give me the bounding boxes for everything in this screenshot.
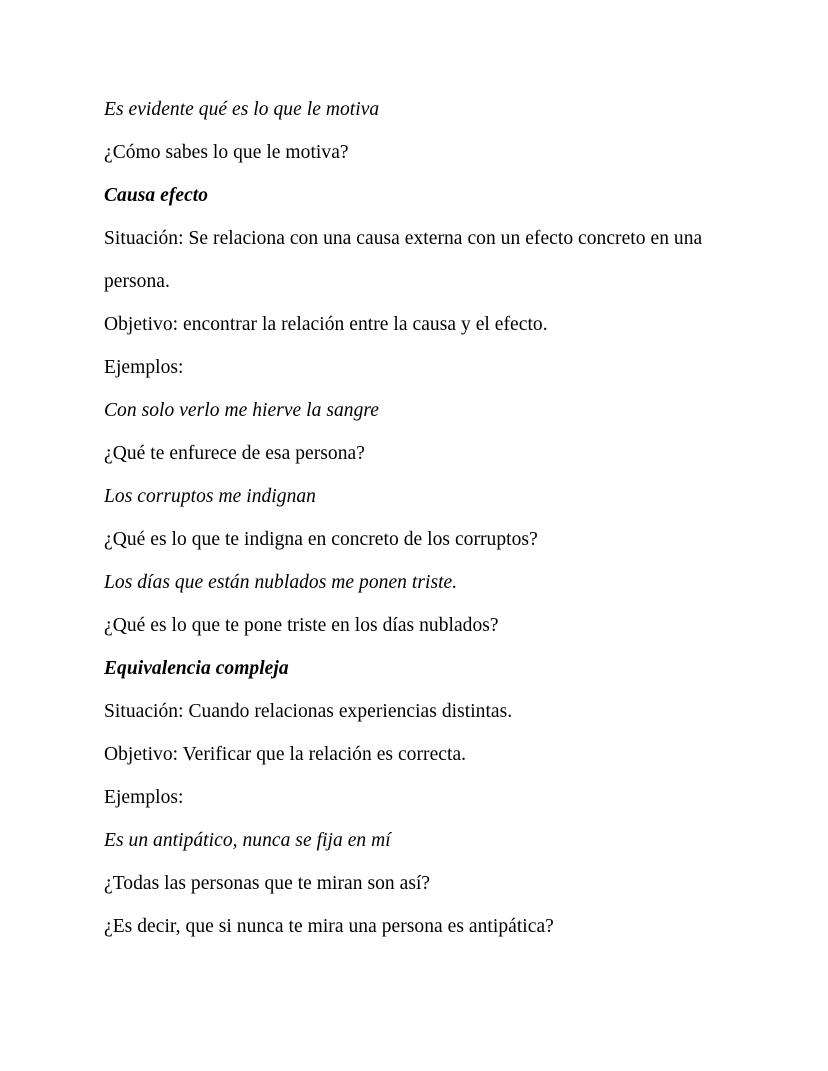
paragraph: Situación: Se relaciona con una causa externa con un efecto concreto en una persona. [104, 228, 703, 292]
document-body [104, 88, 724, 948]
paragraph: ¿Cómo sabes lo que le motiva? [104, 142, 349, 163]
paragraph: Equivalencia compleja [104, 658, 289, 679]
paragraph: Es un antipático, nunca se fija en mí [104, 830, 391, 851]
paragraph: Con solo verlo me hierve la sangre [104, 400, 380, 421]
paragraph: ¿Qué es lo que te pone triste en los días nublados? [104, 615, 499, 636]
paragraph: Causa efecto [104, 185, 209, 206]
paragraph: Es evidente qué es lo que le motiva [104, 99, 380, 120]
paragraph: ¿Qué es lo que te indigna en concreto de los corruptos? [104, 529, 538, 550]
paragraph: Ejemplos: [104, 357, 184, 378]
paragraph: Los días que están nublados me ponen triste. [104, 572, 458, 593]
paragraph: Los corruptos me indignan [104, 486, 316, 507]
paragraph: Ejemplos: [104, 787, 184, 808]
paragraph: Objetivo: encontrar la relación entre la causa y el efecto. [104, 314, 548, 335]
paragraph: ¿Es decir, que si nunca te mira una persona es antipática? [104, 916, 554, 937]
paragraph: Situación: Cuando relacionas experiencias distintas. [104, 701, 513, 722]
paragraph: ¿Todas las personas que te miran son así? [104, 873, 431, 894]
paragraph: Objetivo: Verificar que la relación es correcta. [104, 744, 467, 765]
paragraph: ¿Qué te enfurece de esa persona? [104, 443, 365, 464]
